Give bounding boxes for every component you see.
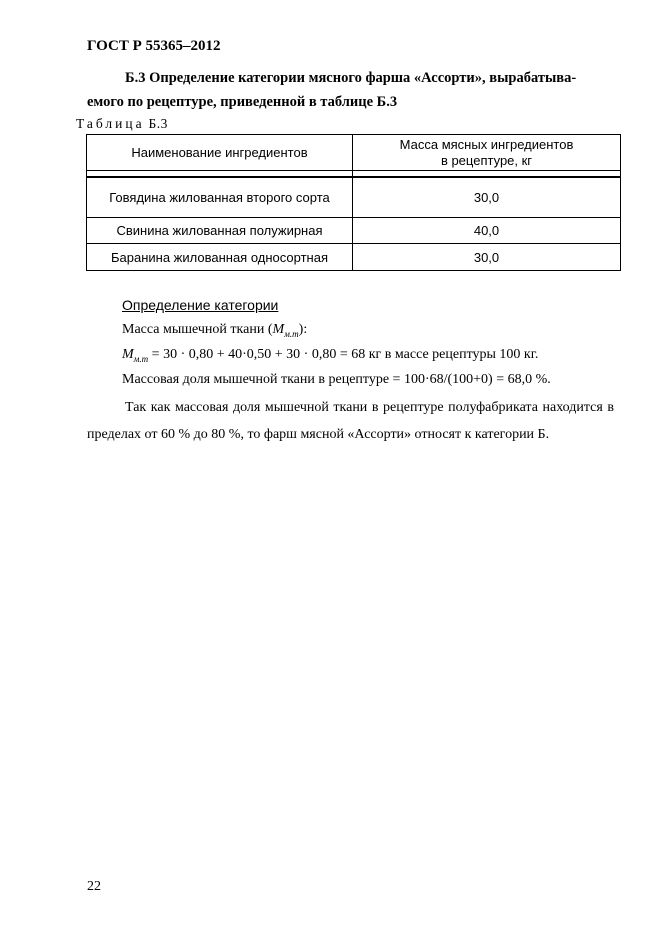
table-caption-number: Б.3 — [148, 116, 168, 131]
formula-expression: = 30 · 0,80 + 40·0,50 + 30 · 0,80 = 68 кг в массе рецептуры 100 кг. — [148, 347, 539, 362]
conclusion-paragraph — [87, 394, 614, 448]
muscle-mass-symbol-sub: м.т — [284, 328, 299, 339]
ingredients-table — [86, 134, 621, 271]
cell-ingredient: Свинина жилованная полужирная — [87, 218, 353, 244]
muscle-mass-suffix: ): — [298, 322, 308, 337]
formula-symbol-sub: м.т — [133, 353, 149, 364]
table-caption-word: Таблица — [76, 116, 145, 131]
table-header-row — [87, 135, 621, 171]
document-code: ГОСТ Р 55365–2012 — [87, 38, 221, 54]
col-header-mass-line-2: в рецептуре, кг — [440, 152, 533, 168]
table-caption — [76, 116, 168, 132]
section-title-line-2: емого по рецептуре, приведенной в таблице Б.3 — [87, 94, 398, 110]
cell-ingredient: Баранина жилованная односортная — [87, 244, 353, 271]
conclusion-text: Так как массовая доля мышечной ткани в рецептуре полуфабриката находится в пределах от 60 % до 80 %, то фарш мясной «Ассорти» относят к категории Б. — [87, 400, 614, 442]
mass-fraction-formula: Массовая доля мышечной ткани в рецептуре = 100·68/(100+0) = 68,0 %. — [122, 372, 551, 387]
col-header-mass — [353, 135, 621, 171]
table-row — [87, 244, 621, 271]
muscle-mass-definition — [122, 319, 307, 345]
muscle-mass-symbol: М — [272, 322, 285, 337]
cell-mass: 40,0 — [353, 218, 621, 244]
cell-mass: 30,0 — [353, 244, 621, 271]
section-title-line-1: Б.3 Определение категории мясного фарша «Ассорти», вырабатыва- — [125, 70, 577, 86]
muscle-mass-prefix: Масса мышечной ткани ( — [122, 322, 273, 337]
cell-mass: 30,0 — [353, 177, 621, 218]
col-header-mass-line-1: Масса мясных ингредиентов — [399, 136, 574, 152]
table-row — [87, 218, 621, 244]
muscle-mass-formula — [122, 344, 538, 370]
section-title — [87, 66, 617, 114]
formula-symbol: М — [122, 347, 134, 362]
table-row — [87, 177, 621, 218]
col-header-ingredients: Наименование ингредиентов — [87, 135, 353, 171]
cell-ingredient: Говядина жилованная второго сорта — [87, 177, 353, 218]
subheading-category: Определение категории — [122, 297, 279, 313]
page-number: 22 — [87, 879, 101, 894]
